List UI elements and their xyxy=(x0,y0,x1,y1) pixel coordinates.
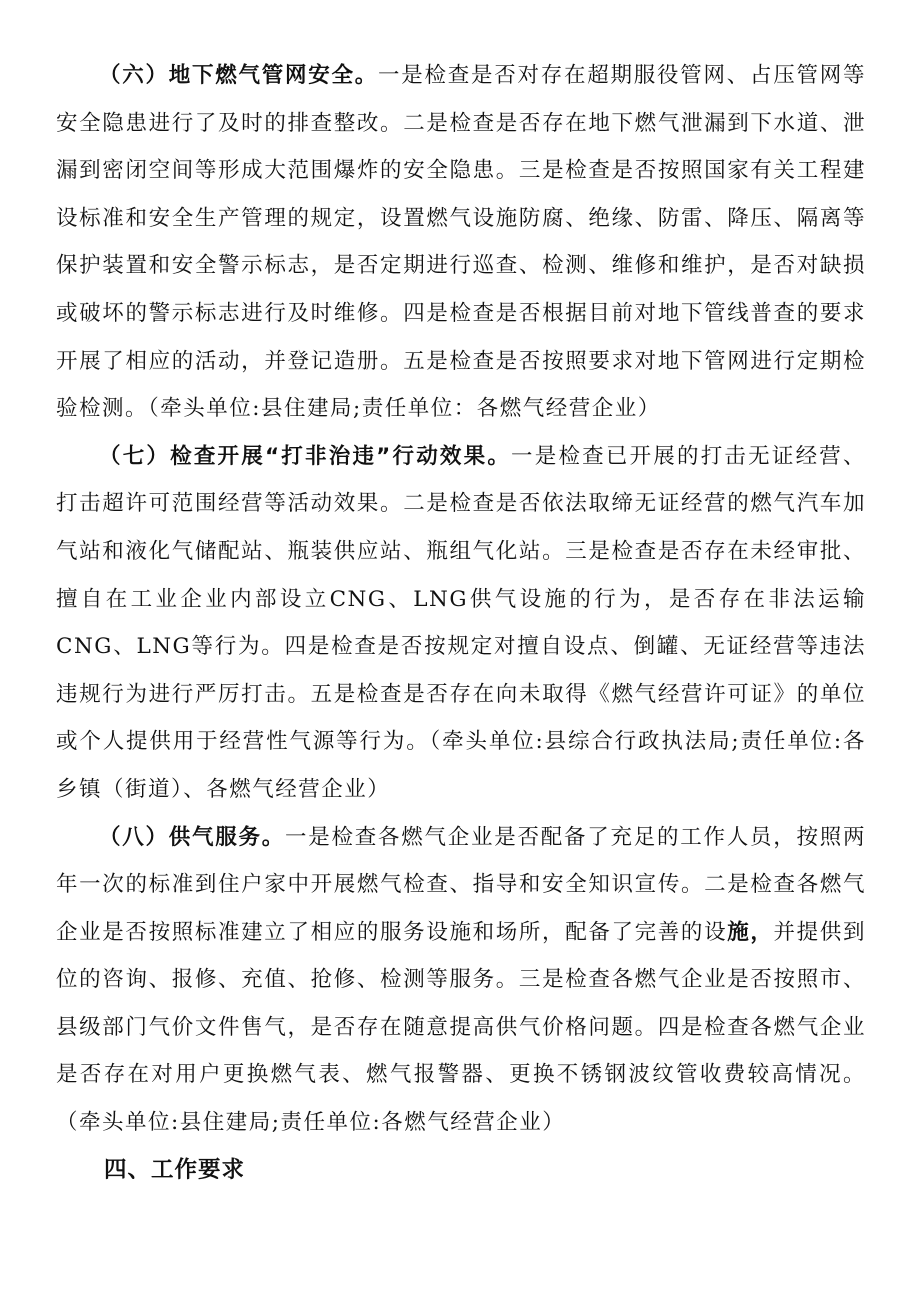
paragraph-crackdown-action xyxy=(56,433,866,814)
paragraph-underground-gas-network xyxy=(56,52,866,433)
paragraph-heading: （八）供气服务。 xyxy=(99,824,285,850)
paragraph-body: 一是检查已开展的打击无证经营、打击超许可范围经营等活动效果。二是检查是否依法取缔无证经营的燃气汽车加气站和液化气储配站、瓶装供应站、瓶组气化站。三是检查是否存在未经审批、擅自在工业企业内部设立CNG、LNG供气设施的行为，是否存在非法运输CNG、LNG等行为。四是检查是否按规定对擅自设点、倒罐、无证经营等违法违规行为进行严厉打击。五是检查是否存在向未取得《燃气经营许可证》的单位或个人提供用于经营性气源等行为。（牵头单位:县综合行政执法局;责任单位:各乡镇（街道）、各燃气经营企业） xyxy=(56,443,866,802)
paragraph-heading: （七）检查开展“打非治违”行动效果。 xyxy=(99,443,512,469)
paragraph-body-bold: 施， xyxy=(727,919,774,945)
document-page xyxy=(56,52,866,1194)
paragraph-heading: （六）地下燃气管网安全。 xyxy=(99,63,378,88)
paragraph-body: 并提供到位的咨询、报修、充值、抢修、检测等服务。三是检查各燃气企业是否按照市、县级部门气价文件售气，是否存在随意提高供气价格问题。四是检查各燃气企业是否存在对用户更换燃气表、燃气报警器、更换不锈钢波纹管收费较高情况。（牵头单位:县住建局;责任单位:各燃气经营企业） xyxy=(56,919,866,1136)
paragraph-body: 一是检查是否对存在超期服役管网、占压管网等安全隐患进行了及时的排查整改。二是检查是否存在地下燃气泄漏到下水道、泄漏到密闭空间等形成大范围爆炸的安全隐患。三是检查是否按照国家有关工程建设标准和安全生产管理的规定，设置燃气设施防腐、绝缘、防雷、降压、隔离等保护装置和安全警示标志，是否定期进行巡查、检测、维修和维护，是否对缺损或破坏的警示标志进行及时维修。四是检查是否根据目前对地下管线普查的要求开展了相应的活动，并登记造册。五是检查是否按照要求对地下管网进行定期检验检测。（牵头单位:县住建局;责任单位：各燃气经营企业） xyxy=(56,63,866,422)
section-heading-work-requirements: 四、工作要求 xyxy=(104,1156,246,1183)
paragraph-gas-supply-service xyxy=(56,814,866,1147)
paragraph-body: 一是检查各燃气企业是否配备了充足的工作人员，按照两年一次的标准到住户家中开展燃气检查、指导和安全知识宣传。二是检查各燃气企业是否按照标准建立了相应的服务设施和场所，配备了完善的设 xyxy=(56,824,866,945)
